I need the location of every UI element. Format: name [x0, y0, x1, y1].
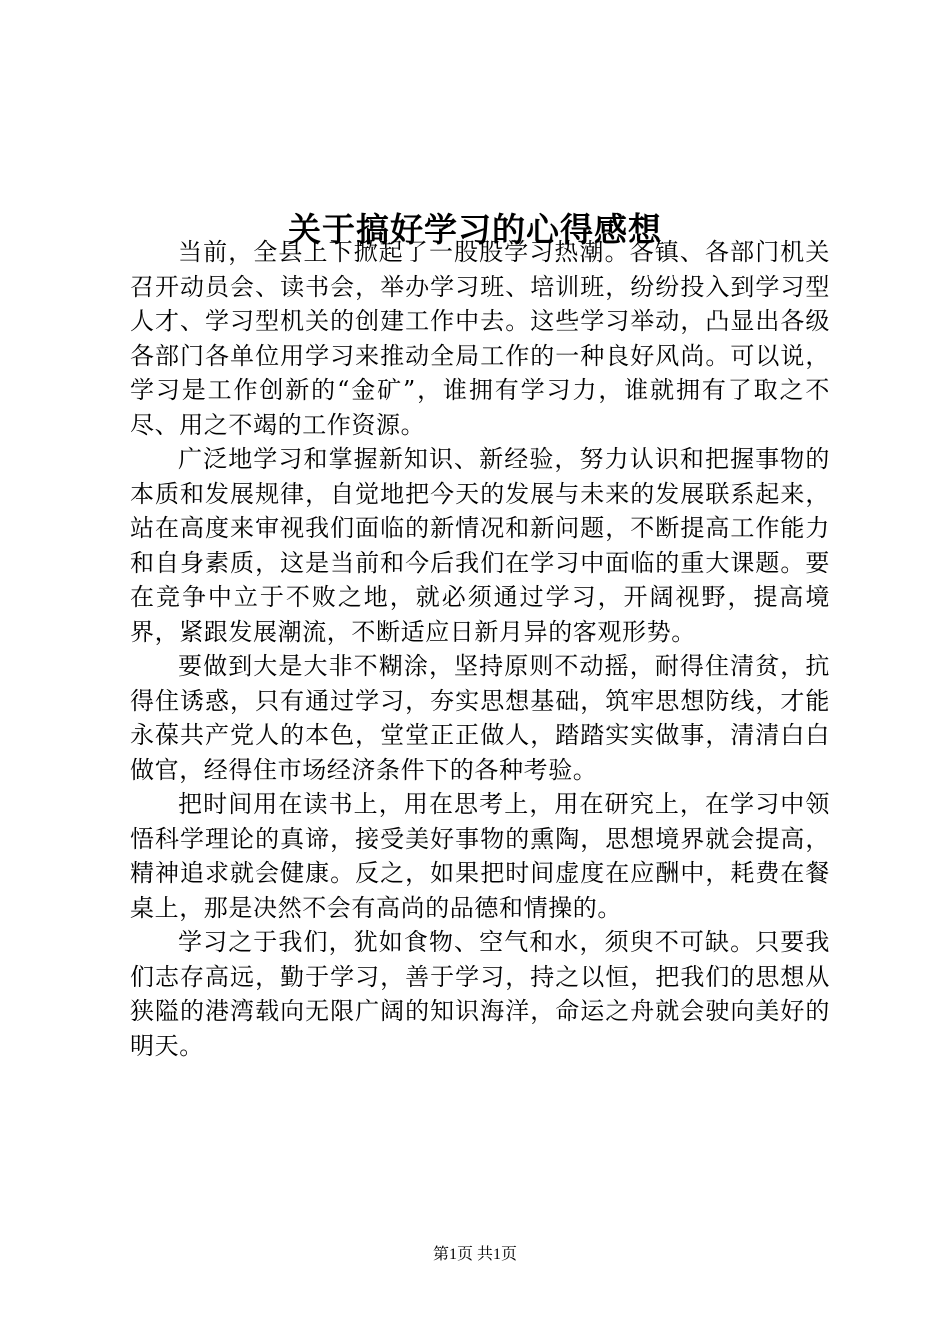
- paragraph-5: 学习之于我们，犹如食物、空气和水，须臾不可缺。只要我们志存高远，勤于学习，善于学习，持之以恒，把我们的思想从狭隘的港湾载向无限广阔的知识海洋，命运之舟就会驶向美好的明天。: [130, 928, 830, 1060]
- paragraph-3: 要做到大是大非不糊涂，坚持原则不动摇，耐得住清贫，抗得住诱惑，只有通过学习，夯实思想基础，筑牢思想防线，才能永葆共产党人的本色，堂堂正正做人，踏踏实实做事，清清白白做官，经得住市场经济条件下的各种考验。: [130, 652, 830, 784]
- paragraph-2: 广泛地学习和掌握新知识、新经验，努力认识和把握事物的本质和发展规律，自觉地把今天的发展与未来的发展联系起来，站在高度来审视我们面临的新情况和新问题，不断提高工作能力和自身素质，这是当前和今后我们在学习中面临的重大课题。要在竞争中立于不败之地，就必须通过学习，开阔视野，提高境界，紧跟发展潮流，不断适应日新月异的客观形势。: [130, 445, 830, 646]
- document-title: 关于搞好学习的心得感想: [288, 210, 662, 250]
- document-body: [130, 235, 830, 1063]
- paragraph-1: 当前，全县上下掀起了一股股学习热潮。各镇、各部门机关召开动员会、读书会，举办学习班、培训班，纷纷投入到学习型人才、学习型机关的创建工作中去。这些学习举动，凸显出各级各部门各单位用学习来推动全局工作的一种良好风尚。可以说，学习是工作创新的“金矿”，谁拥有学习力，谁就拥有了取之不尽、用之不竭的工作资源。: [130, 238, 830, 439]
- paragraph-4: 把时间用在读书上，用在思考上，用在研究上，在学习中领悟科学理论的真谛，接受美好事物的熏陶，思想境界就会提高，精神追求就会健康。反之，如果把时间虚度在应酬中，耗费在餐桌上，那是决然不会有高尚的品德和情操的。: [130, 790, 830, 922]
- page-footer: 第1页 共1页: [432, 1246, 517, 1263]
